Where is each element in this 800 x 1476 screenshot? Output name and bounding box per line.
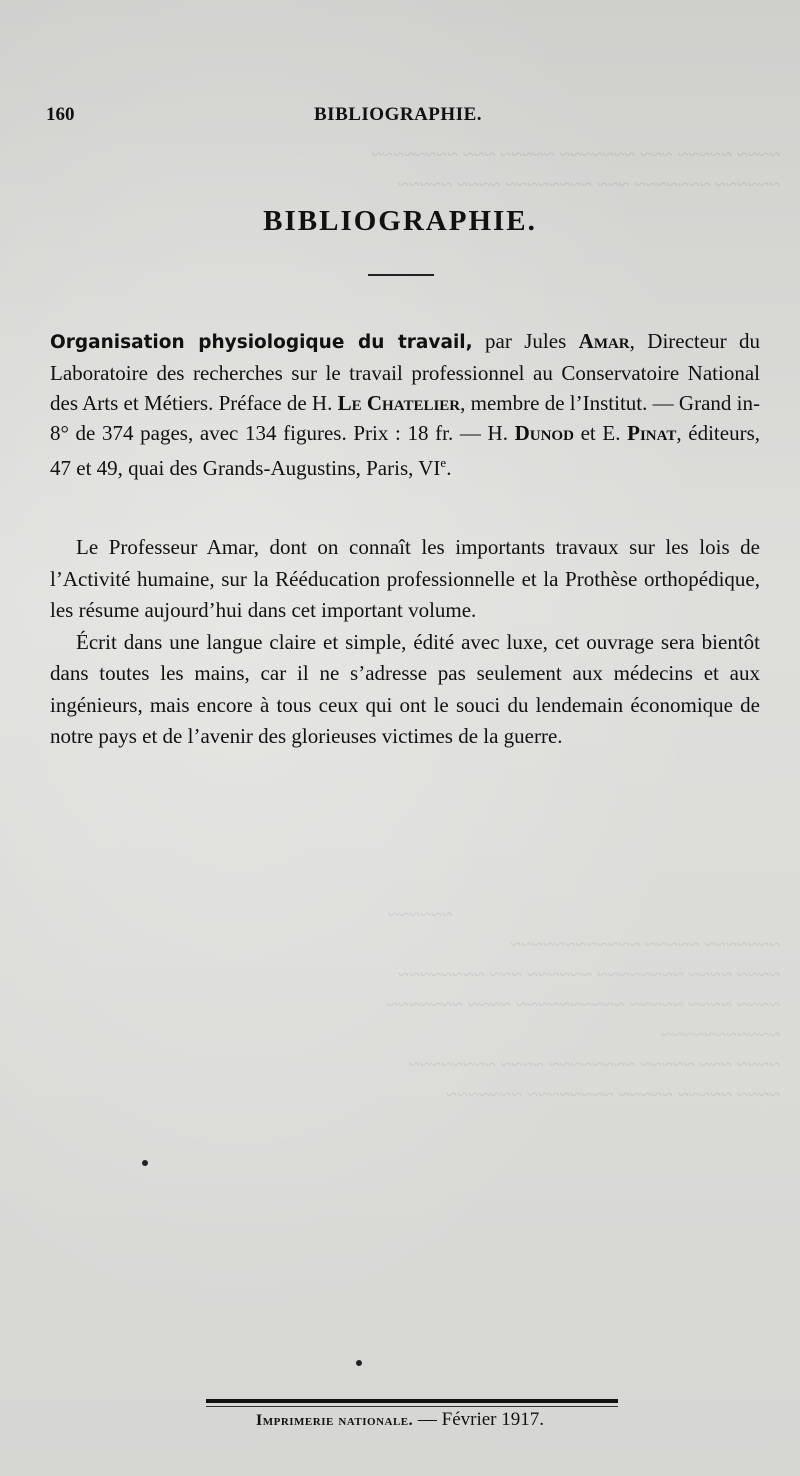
show-through-texture-lower: ~~~~~~ ~~~~~~~ ~~~~~ ~~~~~~~~~~~~ ~~~~ ~~~~ ~~~~~~~~ ~~~~~~ ~~~ ~~~~~~~~ ~~~~ ~~~~ ~~~~~ ~~~~~~~~~~ ~~~~ ~~~~~~~ ~~~~~~~~~~~ ~~~~ ~~~ ~~~~~ ~~~~~~~~ ~~~~ ~~~~~~~~ ~~~~ ~~~~~ ~~~~~ ~~~~~~~~ ~~~~~~~: [387, 904, 780, 1106]
publisher-1: Dunod: [514, 421, 574, 445]
bibliography-entry: [50, 326, 760, 483]
footer-rule-thin: [206, 1406, 618, 1407]
preface-surname: Le Chatelier: [337, 391, 461, 415]
entry-by: par Jules: [472, 329, 579, 353]
imprint-line: [0, 1409, 800, 1431]
ink-speck: [142, 1160, 148, 1166]
section-title: BIBLIOGRAPHIE.: [263, 205, 537, 237]
page-number: 160: [46, 104, 75, 125]
title-rule: [368, 274, 434, 276]
running-head: [46, 100, 760, 130]
footer-rule: [206, 1399, 618, 1403]
preface-role: , membre de l’Institut. — Grand in-8° de 374 pages, avec 134 figures. Prix : 18 fr. — H.: [50, 391, 760, 445]
show-through-texture: ~~~~ ~~~~~ ~~~ ~~~~~~~ ~~~~~ ~~~ ~~~~~~~~ ~~~~~~ ~~~~~~~ ~~~ ~~~~~~~~ ~~~~ ~~~~~: [371, 144, 780, 196]
printer-name: Imprimerie nationale.: [255, 1412, 414, 1429]
review-text: [50, 532, 760, 753]
ink-speck: [356, 1360, 362, 1366]
arrondissement-superscript: e: [440, 455, 447, 470]
author-surname: Amar: [578, 329, 630, 353]
publisher-and: et E.: [573, 421, 628, 445]
entry-end: .: [446, 456, 452, 480]
review-paragraph: Le Professeur Amar, dont on connaît les importants travaux sur les lois de l’Activité humaine, sur la Rééducation professionnelle et la Prothèse orthopédique, les résume aujourd’hui dans cet important volume.: [50, 535, 760, 622]
imprint-dash: —: [413, 1409, 442, 1430]
running-title: BIBLIOGRAPHIE.: [314, 104, 483, 125]
review-paragraph: Écrit dans une langue claire et simple, édité avec luxe, cet ouvrage sera bientôt dans toutes les mains, car il ne s’adresse pas seulement aux médecins et aux ingénieurs, mais encore à tous ceux qui ont le souci du lendemain économique de notre pays et de l’avenir des glorieuses victimes de la guerre.: [50, 629, 760, 748]
publisher-address: , éditeurs, 47 et 49, quai des Grands-Augustins, Paris, VI: [50, 421, 760, 480]
print-date: Février 1917.: [441, 1409, 544, 1430]
publisher-2: Pinat: [627, 421, 677, 445]
author-role: , Directeur du Laboratoire des recherches sur le travail professionnel au Conservatoire National des Arts et Métiers. Préface de H.: [50, 329, 760, 415]
work-title: Organisation physiologique du travail,: [50, 332, 473, 353]
